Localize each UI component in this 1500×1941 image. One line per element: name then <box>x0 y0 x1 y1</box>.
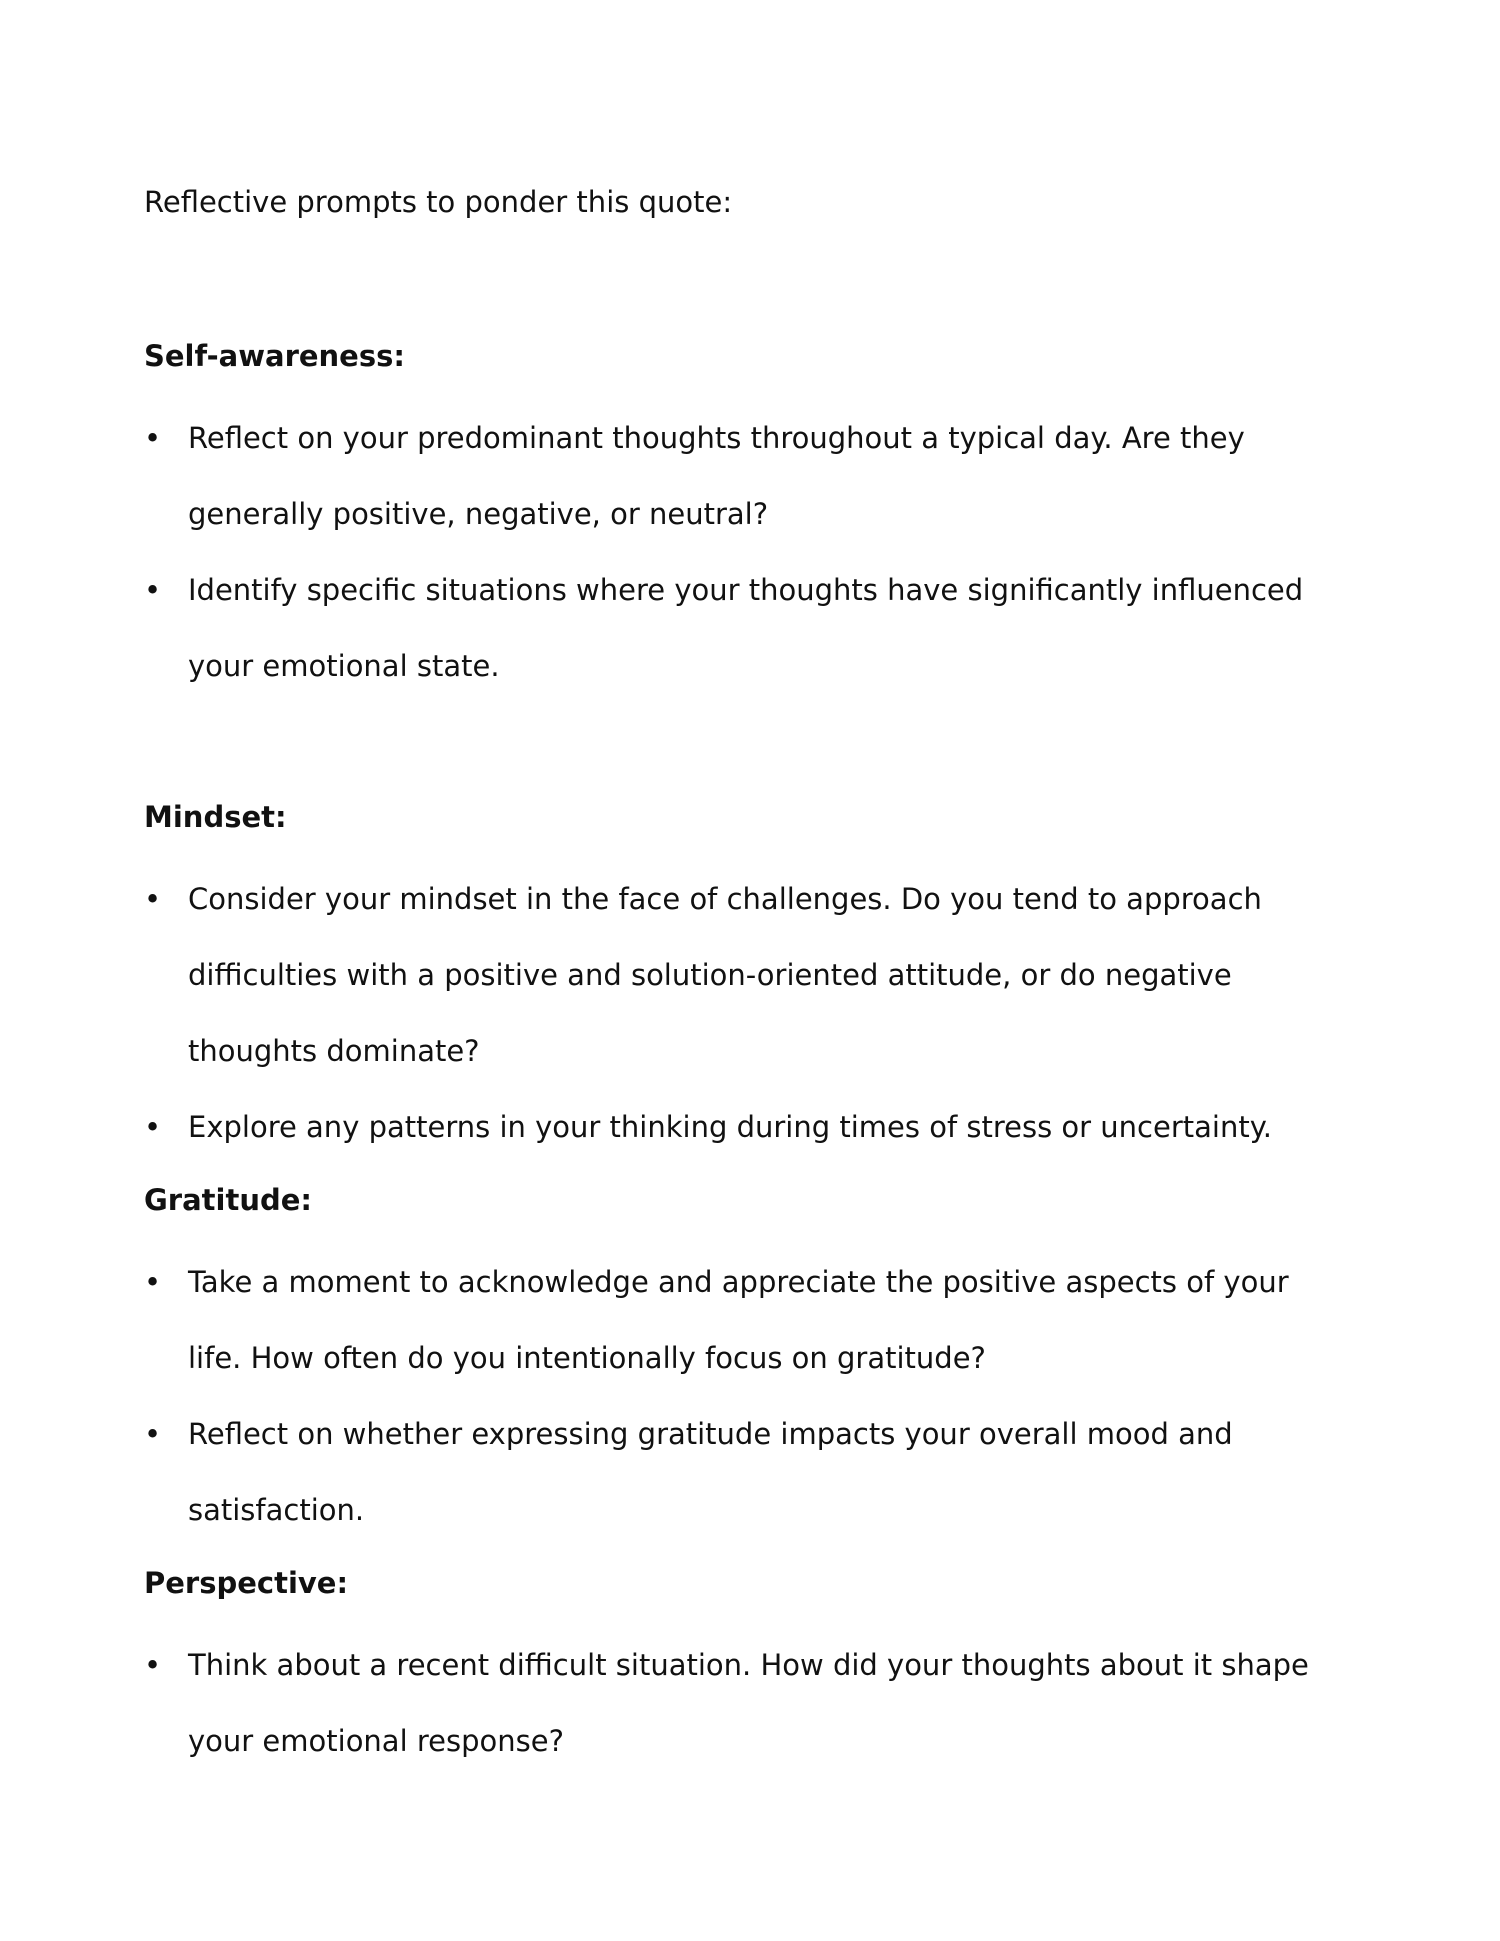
list-item-text: Reflect on whether expressing gratitude impacts your overall mood and satisfaction. <box>188 1417 1233 1527</box>
section-gratitude <box>144 1180 1344 1548</box>
list-item <box>144 1627 1324 1779</box>
section-heading: Mindset: <box>144 800 287 834</box>
bullet-icon: • <box>144 421 162 455</box>
bullet-icon: • <box>144 882 162 916</box>
section-heading: Perspective: <box>144 1566 349 1600</box>
section-heading: Self-awareness: <box>144 339 405 373</box>
section-self-awareness <box>144 336 1344 704</box>
list-item <box>144 1089 1344 1165</box>
bullet-list <box>144 400 1324 704</box>
list-item <box>144 1244 1344 1396</box>
list-item <box>144 861 1344 1089</box>
list-item-text: Take a moment to acknowledge and appreciate the positive aspects of your life. How often do you intentionally focus on gratitude? <box>188 1265 1289 1375</box>
list-item-text: Explore any patterns in your thinking during times of stress or uncertainty. <box>188 1110 1272 1144</box>
intro-text: Reflective prompts to ponder this quote: <box>144 185 733 219</box>
list-item-text: Think about a recent difficult situation. How did your thoughts about it shape your emotional response? <box>188 1648 1309 1758</box>
section-mindset <box>144 797 1344 1165</box>
section-heading: Gratitude: <box>144 1183 313 1217</box>
bullet-list <box>144 861 1344 1165</box>
bullet-icon: • <box>144 1265 162 1299</box>
bullet-icon: • <box>144 1110 162 1144</box>
bullet-list <box>144 1627 1324 1779</box>
list-item <box>144 1396 1344 1548</box>
list-item-text: Consider your mindset in the face of challenges. Do you tend to approach difficulties with a positive and solution-oriented attitude, or do negative thoughts dominate? <box>188 882 1262 1068</box>
bullet-icon: • <box>144 1648 162 1682</box>
list-item <box>144 400 1324 552</box>
bullet-icon: • <box>144 573 162 607</box>
list-item <box>144 552 1324 704</box>
bullet-list <box>144 1244 1344 1548</box>
bullet-icon: • <box>144 1417 162 1451</box>
section-perspective <box>144 1563 1344 1779</box>
list-item-text: Identify specific situations where your thoughts have significantly influenced your emotional state. <box>188 573 1304 683</box>
list-item-text: Reflect on your predominant thoughts throughout a typical day. Are they generally positive, negative, or neutral? <box>188 421 1245 531</box>
